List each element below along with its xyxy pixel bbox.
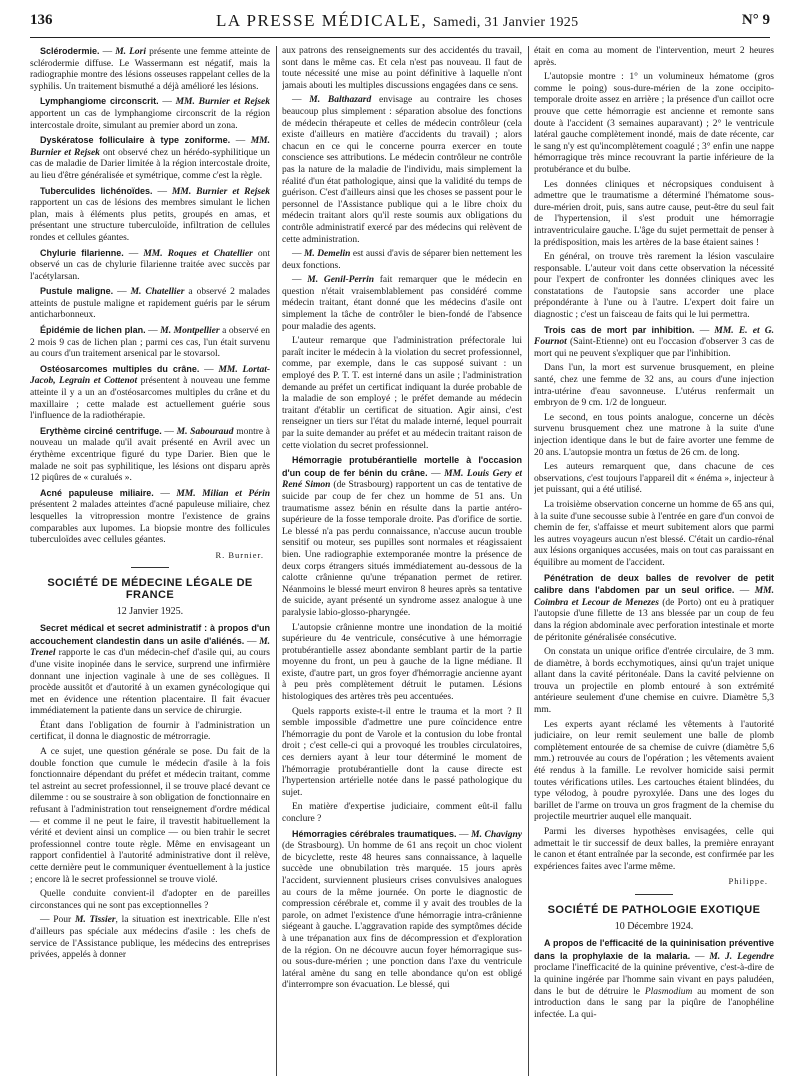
author: MM. Burnier et Rejsek bbox=[175, 97, 270, 108]
author: M. Lori bbox=[115, 47, 146, 57]
column-2 bbox=[282, 46, 522, 1076]
paragraph: Les experts ayant réclamé les vêtements à l'autorité judiciaire, on leur remit seulement une balle de plomb complètement entourée de sa chemise de cuivre (diamètre 5,6 mm.) retrouvée au cours de l'opération ; les vêtements avaient été rendus à la famille. Le revolver homicide saisi permit toutes vérifications utiles. Les cartouches étaient blindées, du type vélodog, à poudre pyroxylée. Dans une des loges du barillet de l'arme on trouva un gros fragment de la chemise du projectile meurtrier auquel elle manquait. bbox=[534, 719, 774, 823]
paragraph bbox=[282, 249, 522, 272]
abstract-text: (de Strasbourg) rapportent un cas de tentative de suicide par coup de fer chez un homme de 51 ans. Un traumatisme assez bénin en résulte dans la partie antéro-supérieure de la fosse temporale droite. Pas d'orifice de sortie. Le blessé n'a pas perdu connaissance, n'accuse aucun trouble sensitif ou moteur, ses pupilles sont normales et réagissaient bien. Une radiographie extemporanée montre la présence de deux corps étrangers situés immédiatement au-dessous de la calotte crânienne qu'une trépanation permet de retirer. Néanmoins le blessé meurt environ 8 heures après sa tentative de suicide, ayant présenté un syndrome assez analogue à une paralysie labio-glosso-pharyngée. bbox=[282, 480, 522, 618]
report-signature: R. Burnier. bbox=[215, 549, 264, 560]
author: M. Chavigny bbox=[471, 829, 522, 840]
paragraph: L'autopsie crânienne montre une inondation de la moitié supérieure du 4e ventricule, consécutive à une hémorragie protubérantielle assez abondante semblant partir de la partie moyenne du front, un peu à gauche de la ligne médiane. Il existe, d'autre part, un gros foyer d'hémorragie ancienne ayant à peu près complètement détruit le putamen. Lésions histologiques des artères très peu accentuées. bbox=[282, 622, 522, 703]
report-signature: Philippe. bbox=[728, 876, 768, 887]
abstract-text: la situation est inextricable. Elle n'est d'ailleurs pas spéciale aux médecins d'asile : les chefs de service de l'Assistance publique, les médecins des entreprises privées, appelés à donner bbox=[30, 915, 270, 961]
author: M. Trenel bbox=[30, 636, 270, 659]
abstract-title: Pustule maligne. bbox=[40, 286, 114, 297]
abstract-text: ont observé chez un hérédo-syphilitique un cas de maladie de Darier limitée à la région intercostale droite, au lieu d'être généralisée et symétrique, comme c'est la règle. bbox=[30, 147, 270, 181]
paragraph: Sclérodermie. — M. Lori présente une femme atteinte de sclérodermie diffuse. Le Wassermann est négatif, mais la radiographie montre des lésions osseuses rappelant celles de la syphilis. Un traitement bismuthé a déjà amélioré les lésions. bbox=[30, 46, 270, 92]
abstract-text: (Saint-Etienne) ont eu l'occasion d'observer 3 cas de mort qui ne peuvent s'expliquer que par l'inhibition. bbox=[534, 337, 774, 359]
paragraph: Trois cas de mort par inhibition. — MM. E. et G. Fournot (Saint-Etienne) ont eu l'occasion d'observer 3 cas de mort qui ne peuvent s'expliquer que par l'inhibition. bbox=[534, 324, 774, 359]
abstract-title: Hémorragies cérébrales traumatiques. bbox=[292, 828, 457, 839]
paragraph: En général, on trouve très rarement la lésion vasculaire responsable. L'auteur voit dans cette observation la nécessité pour l'expert de confronter les données cliniques avec les constatations de l'autopsie sans accorder une place prépondérante à l'une ou à l'autre. L'expert doit faire un diagnostic ; c'est un faisceau de faits qui le lui permettra. bbox=[534, 252, 774, 321]
page-number: 136 bbox=[30, 12, 53, 28]
article-columns bbox=[30, 46, 775, 1076]
paragraph: Ostéosarcomes multiples du crâne. — MM. Lortat-Jacob, Legrain et Cottenot présentent à nouveau une femme atteinte il y a un an d'ostéosarcomes multiples du crâne et du maxillaire ; cette malade est actuellement guérie sous l'influence de la radiothérapie. bbox=[30, 363, 270, 422]
author: MM. Lortat-Jacob, Legrain et Cottenot bbox=[30, 364, 270, 387]
journal-title: LA PRESSE MÉDICALE, bbox=[216, 10, 428, 30]
abstract-text: fait remarquer que le médecin en question n'était vraisemblablement pas considéré comme médecin traitant, étant donné que les médecins d'asile ont simplement la tâche de contrôler le bien-fondé de l'absence pour maladie des agents. bbox=[282, 275, 522, 332]
dash: — Pour bbox=[40, 915, 72, 926]
section-divider bbox=[635, 894, 673, 895]
paragraph: Pénétration de deux balles de revolver de petit calibre dans l'abdomen par un seul orifice. — MM. Coimbra et Lecour de Menezes (de Porto) ont eu à pratiquer l'autopsie d'une fillette de 13 ans blessée par un coup de feu dans la région abdominale avec perforation intestinale et morte de péritonite généralisée consécutive. bbox=[534, 572, 774, 643]
paragraph: A ce sujet, une question générale se pose. Du fait de la double fonction que cumule le médecin d'asile à la fois fonctionnaire dépendant du préfet et médecin traitant, comme tel astreint au secret professionnel, il se trouve placé devant ce dilemme : ou se soustraire à son obligation de fonctionnaire en refusant à l'administration tout renseignement d'ordre médical — et comme il ne peut le faire, il travestit habituellement la vérité et devient ainsi un complice — ou bien trahir le secret professionnel contre toute règle. Même en envisageant un rapport confidentiel à l'autorité administrative dont il relève, cette dernière peut le communiquer éventuellement à la justice ; encore là le secret professionnel se trouve violé. bbox=[30, 747, 270, 885]
abstract-text-italic: Plasmodium bbox=[644, 986, 693, 997]
author: MM. Coimbra et Lecour de Menezes bbox=[534, 586, 774, 608]
paragraph: Hémorragie protubérantielle mortelle à l'occasion d'un coup de fer bénin du crâne. — MM. Louis Gery et René Simon (de Strasbourg) rapportent un cas de tentative de suicide par coup de fer chez un homme de 51 ans. Un traumatisme assez bénin en résulte dans la partie antéro-supérieure de la fosse temporale droite. Pas d'orifice de sortie. Le blessé n'a pas perdu connaissance, n'accuse aucun trouble sensitif ou moteur, ses pupilles sont normales et réagissaient bien. Une radiographie extemporanée montre la présence de deux corps étrangers situés immédiatement au-dessous de la calotte crânienne qu'une trépanation permet de retirer. Néanmoins le blessé meurt environ 8 heures après sa tentative de suicide, ayant présenté un syndrome assez analogue à une paralysie labio-glosso-pharyngée. bbox=[282, 455, 522, 618]
paragraph: Acné papuleuse miliaire. — MM. Milian et Périn présentent 2 malades atteintes d'acné papuleuse miliaire, chez lesquelles la vitropression montre l'existence de grains comparables aux lupomes. La biopsie montre des follicules tuberculoïdes avec cellules géantes. bbox=[30, 487, 270, 546]
paragraph: Étant dans l'obligation de fournir à l'administration un certificat, il donna le diagnostic de métrorragie. bbox=[30, 720, 270, 743]
paragraph: En matière d'expertise judiciaire, comment eût-il fallu conclure ? bbox=[282, 802, 522, 824]
abstract-text: a observé en 2 mois 9 cas de lichen plan ; parmi ces cas, l'un était survenu au cours d'un traitement arsenical par le stovarsol. bbox=[30, 326, 270, 360]
abstract-title: Hémorragie protubérantielle mortelle à l'occasion d'un coup de fer bénin du crâne. bbox=[282, 455, 522, 478]
abstract-title: A propos de l'efficacité de la quininisation préventive dans la prophylaxie de la malaria. bbox=[534, 938, 774, 961]
abstract-text: présentent 2 malades atteintes d'acné papuleuse miliaire, chez lesquelles la vitropression montre l'existence de grains comparables aux lupomes. La biopsie montre des follicules tuberculoïdes avec cellules géantes. bbox=[30, 500, 270, 546]
column-3 bbox=[534, 46, 774, 1076]
abstract-title: Tuberculides lichénoïdes. bbox=[40, 185, 153, 196]
paragraph: On constata un unique orifice d'entrée circulaire, de 3 mm. de diamètre, à bords ecchymotiques, ainsi qu'un trajet unique allant dans la cavité péritonéale. Dans la cavité pelvienne on trouva un projectile en plomb entouré à son extrémité antérieure seulement d'une chemise en cuivre. Diamètre 5,3 mm. bbox=[534, 647, 774, 716]
paragraph: Quels rapports existe-t-il entre le trauma et la mort ? Il semble impossible d'admettre une pure coïncidence entre l'hémorragie du pont de Varole et la contusion du lobe frontal droit ; c'est celle-ci qui a provoqué les troubles circulatoires, ces derniers ayant à leur tour déterminé le moment de l'hémorragie protubérantielle dont la cause directe est l'hypertension artérielle notée dans le passé pathologique du sujet. bbox=[282, 706, 522, 798]
abstract-title: Dyskératose folliculaire à type zoniforme. bbox=[40, 135, 231, 146]
issue-date: Samedi, 31 Janvier 1925 bbox=[433, 14, 579, 30]
paragraph: Épidémie de lichen plan. — M. Montpellier a observé en 2 mois 9 cas de lichen plan ; parmi ces cas, l'un était survenu au cours d'un traitement arsenical par le stovarsol. bbox=[30, 325, 270, 360]
dash: — bbox=[292, 95, 302, 106]
paragraph: Les données cliniques et nécropsiques conduisent à admettre que le traumatisme a déterminé l'hématome sous-dure-mérien droit, puis, sans autre cause, peut-être du seul fait de l'hypertension, il s'est produit une hémorragie intraventriculaire gauche. L'âge du sujet permettait de penser à la prédisposition, mais les artères de la base étaient saines ! bbox=[534, 179, 774, 248]
author: M. Demelin bbox=[303, 249, 351, 260]
abstract-text: envisage au contraire les choses beaucoup plus simplement : séparation absolue des fonctions de médecin thérapeute et celles de médecin contrôleur (cela existe d'ailleurs en matière d'accidents du travail) ; alors chacun en ce qui le concerne pourra exercer en toute conscience ses attributions. Le médecin contrôleur ne contrôle pas la nature de la maladie de l'individu, mais simplement la réalité d'un état pathologique, ainsi que la validité du temps de guérison. C'est d'ailleurs ainsi que les choses se passent pour le personnel de l'Assistance publique qui a le libre choix du médecin traitant alors qu'il reste soumis aux obligations du contrôle administratif exercé par des médecins qui relèvent de cette administration. bbox=[282, 95, 522, 245]
section-title: SOCIÉTÉ DE PATHOLOGIE EXOTIQUE bbox=[547, 903, 761, 916]
author: MM. Louis Gery et René Simon bbox=[282, 468, 522, 491]
author: M. Montpellier bbox=[160, 326, 220, 337]
abstract-text: montre à nouveau un malade qu'il avait présenté en Avril avec un érythème excentrique figuré du type Darier. Bien que le malade ne soit pas syphilitique, les lésions ont disparu après 12 piqûres de « curalués ». bbox=[30, 426, 270, 484]
abstract-title: Lymphangiome circonscrit. bbox=[40, 96, 159, 107]
section-divider bbox=[131, 567, 169, 568]
abstract-text: au moment de son introduction dans le sang par la piqûre de l'anophéline infectée. La qui- bbox=[534, 986, 774, 1020]
abstract-text: apportent un cas de lymphangiome circonscrit de la région intercostale droite, simulant au premier abord un zona. bbox=[30, 108, 270, 131]
abstract-title: Ostéosarcomes multiples du crâne. bbox=[40, 363, 200, 374]
abstract-title: Trois cas de mort par inhibition. bbox=[544, 324, 695, 335]
author: M. Sabouraud bbox=[176, 426, 234, 437]
paragraph: Dans l'un, la mort est survenue brusquement, en pleine santé, chez une femme de 32 ans, au cours d'une injection intra-utérine d'eau savonneuse. L'utérus renfermait un embryon de 9 cm. 1/2 de longueur. bbox=[534, 363, 774, 409]
paragraph: Quelle conduite convient-il d'adopter en de pareilles circonstances qui ne sont pas exceptionnelles ? bbox=[30, 889, 270, 911]
section-title: SOCIÉTÉ DE MÉDECINE LÉGALE DE FRANCE bbox=[47, 577, 253, 601]
author: MM. Burnier et Rejsek bbox=[171, 186, 270, 197]
paragraph bbox=[282, 95, 522, 246]
paragraph: aux patrons des renseignements sur des accidentés du travail, sont dans le même cas. Et cela n'est pas nouveau. Il faut de toute nécessité une mise au point définitive à laquelle n'ont jamais abouti les multiples discussions engagées dans ce sens. bbox=[282, 46, 522, 91]
author: MM. Burnier et Rejsek bbox=[30, 136, 270, 158]
author: M. Tissier bbox=[74, 915, 116, 926]
paragraph: Parmi les diverses hypothèses envisagées, celle qui admettait le tir successif de deux balles, la première enrayant le canon et étant entraînée par la seconde, est confirmée par les expériences faites avec l'arme même. bbox=[534, 827, 774, 872]
abstract-text: est aussi d'avis de séparer bien nettement les deux fonctions. bbox=[282, 249, 522, 271]
page-header bbox=[30, 4, 770, 38]
paragraph: — Pour M. Tissier, la situation est inextricable. Elle n'est d'ailleurs pas spéciale aux médecins d'asile : les chefs de service de l'Assistance publique, les médecins des entreprises privées, appelés à donner bbox=[30, 915, 270, 961]
paragraph bbox=[282, 275, 522, 333]
abstract-text: proclame l'inefficacité de la quinine préventive, c'est-à-dire de la quinine ingérée par l'homme sain vivant en pays paludéen, dans le but de détruire le bbox=[534, 963, 774, 997]
abstract-text: (de Porto) ont eu à pratiquer l'autopsie d'une fillette de 13 ans blessée par un coup de feu dans la région abdominale avec perforation intestinale et morte de péritonite généralisée consécutive. bbox=[534, 597, 774, 643]
author: M. J. Legendre bbox=[709, 951, 774, 962]
abstract-text: (de Strasbourg). Un homme de 61 ans reçoit un choc violent de bicyclette, reste 48 heures sans connaissance, à laquelle succède une obnubilation très marquée. 15 jours après l'accident, surviennent plusieurs crises convulsives analogues au cours de la même journée. On porte le diagnostic de compression cérébrale et, comme il y avait des troubles de la parole, on admet l'existence d'une hémorragie intra-crânienne siégeant à gauche. L'aggravation rapide des symptômes décide à une trépanation aux fins de décompression et d'exploration de la région. On ne découvre aucun foyer hémorragique sus- ou sous-dure-mérien ; une ponction dans l'axe du ventricule latéral amène du sang en telle abondance qu'on est obligé d'interrompre son évacuation. Le blessé, qui bbox=[282, 841, 522, 991]
paragraph: A propos de l'efficacité de la quininisation préventive dans la prophylaxie de la malaria. — M. J. Legendre proclame l'inefficacité de la quinine préventive, c'est-à-dire de la quinine ingérée par l'homme sain vivant en pays paludéen, dans le but de détruire le Plasmodium au moment de son introduction dans le sang par la piqûre de l'anophéline infectée. La qui- bbox=[534, 938, 774, 1020]
paragraph: Lymphangiome circonscrit. — MM. Burnier et Rejsek apportent un cas de lymphangiome circonscrit de la région intercostale droite, simulant au premier abord un zona. bbox=[30, 96, 270, 131]
paragraph: Tuberculides lichénoïdes. — MM. Burnier et Rejsek rapportent un cas de lésions des membres simulant le lichen plan, mais à éléments plus petits, groupés en amas, et présentant une structure tuberculoïde, infiltration de cellules rondes et cellules géantes. bbox=[30, 185, 270, 243]
abstract-title: Chylurie filarienne. bbox=[40, 247, 124, 258]
dash: — bbox=[292, 275, 302, 286]
paragraph: Dyskératose folliculaire à type zoniforme. — MM. Burnier et Rejsek ont observé chez un hérédo-syphilitique un cas de maladie de Darier limitée à la région intercostale droite, au lieu d'être généralisée et symétrique, comme c'est la règle. bbox=[30, 135, 270, 181]
paragraph: Hémorragies cérébrales traumatiques. — M. Chavigny (de Strasbourg). Un homme de 61 ans reçoit un choc violent de bicyclette, reste 48 heures sans connaissance, à laquelle succède une obnubilation très marquée. 15 jours après l'accident, surviennent plusieurs crises convulsives analogues au cours de la même journée. On porte le diagnostic de compression cérébrale et, comme il y avait des troubles de la parole, on admet l'existence d'une hémorragie intra-crânienne siégeant à gauche. L'aggravation rapide des symptômes décide à une trépanation aux fins de décompression et d'exploration de la région. On ne découvre aucun foyer hémorragique sus- ou sous-dure-mérien ; une ponction dans l'axe du ventricule latéral amène du sang en telle abondance qu'on est obligé d'interrompre son évacuation. Le blessé, qui bbox=[282, 828, 522, 991]
paragraph: Secret médical et secret administratif : à propos d'un accouchement clandestin dans un asile d'aliénés. — M. Trenel rapporte le cas d'un médecin-chef d'asile qui, au cours d'une visite inopinée dans le service, surprend une infirmière donnant une injection vaginale à une de ses collègues. Il procède aussitôt et d'autorité à un examen gynécologique qui met en évidence une rétention placentaire. Il fait évacuer immédiatement la patiente dans un service de chirurgie. bbox=[30, 623, 270, 717]
abstract-title: Sclérodermie. bbox=[40, 46, 100, 56]
paragraph: L'auteur remarque que l'administration préfectorale lui paraît inciter le médecin à la violation du secret professionnel, comme, par exemple, dans le cas supposé suivant : un employé des P. T. T. est interné dans un asile ; l'administration demande au préfet un certificat indiquant la durée probable de la maladie de son employé ; le préfet demande au médecin traitant d'établir un certificat de situation. Agir ainsi, c'est renseigner un tiers sur l'état du malade interné, lequel pourrait par la suite demander au préfet et au médecin traitant raison de cette violation du secret professionnel. bbox=[282, 336, 522, 451]
author: MM. Milian et Périn bbox=[176, 488, 270, 499]
paragraph: La troisième observation concerne un homme de 65 ans qui, à la suite d'une secousse subie à l'entrée en gare d'un convoi de chemin de fer, s'affaisse et meurt subitement alors que parmi les autres voyageurs aucun n'est blessé. C'était un cardio-rénal aux lésions organiques accusées, mais on tout cas paraissant en équilibre au moment de l'accident. bbox=[534, 499, 774, 568]
author: M. Chatellier bbox=[130, 287, 185, 298]
paragraph: Le second, en tous points analogue, concerne un décès survenu brusquement chez une matrone à la suite d'une injection identique dans le but de faire avorter une femme de 20 ans. L'autopsie montra un fœtus de 26 cm. de long. bbox=[534, 412, 774, 458]
column-separator bbox=[522, 46, 534, 1076]
abstract-title: Acné papuleuse miliaire. bbox=[40, 487, 154, 498]
abstract-text: rapportent un cas de lésions des membres simulant le lichen plan, mais à éléments plus petits, groupés en amas, et présentant une structure tuberculoïde, infiltration de cellules rondes et cellules géantes. bbox=[30, 198, 270, 243]
section-date: 12 Janvier 1925. bbox=[116, 605, 184, 617]
paragraph: était en coma au moment de l'intervention, meurt 2 heures après. bbox=[534, 46, 774, 68]
column-separator bbox=[270, 46, 282, 1076]
author: MM. Roques et Chatellier bbox=[143, 248, 253, 259]
section-date: 10 Décembre 1924. bbox=[614, 920, 694, 932]
abstract-text: présentent à nouveau une femme atteinte il y a un an d'ostéosarcomes multiples du crâne et du maxillaire ; cette malade est actuellement guérie sous l'influence de la radiothérapie. bbox=[30, 376, 270, 422]
paragraph: Erythème circiné centrifuge. — M. Sabouraud montre à nouveau un malade qu'il avait présenté en Avril avec un érythème excentrique figuré du type Darier. Bien que le malade ne soit pas syphilitique, les lésions ont disparu après 12 piqûres de « curalués ». bbox=[30, 425, 270, 484]
issue-number: N° 9 bbox=[741, 12, 770, 28]
abstract-text: rapporte le cas d'un médecin-chef d'asile qui, au cours d'une visite inopinée dans le service, surprend une infirmière donnant une injection vaginale à une de ses collègues. Il procède aussitôt et d'autorité à un examen gynécologique qui met en évidence une rétention placentaire. Il fait évacuer immédiatement la patiente dans un service de chirurgie. bbox=[30, 648, 270, 717]
paragraph: Chylurie filarienne. — MM. Roques et Chatellier ont observé un cas de chylurie filarienne traitée avec succès par l'acétylarsan. bbox=[30, 247, 270, 282]
column-1 bbox=[30, 46, 270, 1076]
author: M. Balthazard bbox=[309, 95, 372, 106]
journal-title-line bbox=[216, 11, 578, 31]
dash: — bbox=[292, 249, 302, 260]
abstract-title: Secret médical et secret administratif : à propos d'un accouchement clandestin dans un asile d'aliénés. bbox=[30, 623, 270, 646]
author: M. Genil-Perrin bbox=[307, 275, 374, 286]
abstract-title: Épidémie de lichen plan. bbox=[40, 325, 146, 336]
abstract-title: Erythème circiné centrifuge. bbox=[40, 425, 162, 436]
abstract-text: a observé 2 malades atteints de pustule maligne et rapidement guéris par le sérum anticharbonneux. bbox=[30, 287, 270, 321]
paragraph: Les auteurs remarquent que, dans chacune de ces observations, c'est toujours l'appareil dit « énéma », injecteur à jet puissant, qui a été utilisé. bbox=[534, 462, 774, 496]
abstract-text: présente une femme atteinte de sclérodermie diffuse. Le Wassermann est négatif, mais la radiographie montre des lésions osseuses rappelant celles de la syphilis. Un traitement bismuthé a déjà amélioré les lésions. bbox=[30, 47, 270, 92]
paragraph: L'autopsie montre : 1° un volumineux hématome (gros comme le poing) sous-dure-mérien de la zone occipito-temporale droite assez en arrière ; la présence d'un caillot ocre prouve que cette hémorragie est ancienne et remonte sans doute à l'accident (3 semaines auparavant) ; 2° le ventricule latéral gauche complètement inondé, mais de date récente, car le sang n'y est qu'incomplètement coagulé ; 3° enfin une nappe hémorragique très mince recouvrant la partie inférieure de la protubérance et du bulbe. bbox=[534, 72, 774, 175]
paragraph: Pustule maligne. — M. Chatellier a observé 2 malades atteints de pustule maligne et rapidement guéris par le sérum anticharbonneux. bbox=[30, 286, 270, 321]
abstract-text: ont observé un cas de chylurie filarienne traitée avec succès par l'acétylarsan. bbox=[30, 248, 270, 282]
author: MM. E. et G. Fournot bbox=[534, 325, 774, 348]
abstract-title: Pénétration de deux balles de revolver de petit calibre dans l'abdomen par un seul orifice. bbox=[534, 572, 774, 596]
